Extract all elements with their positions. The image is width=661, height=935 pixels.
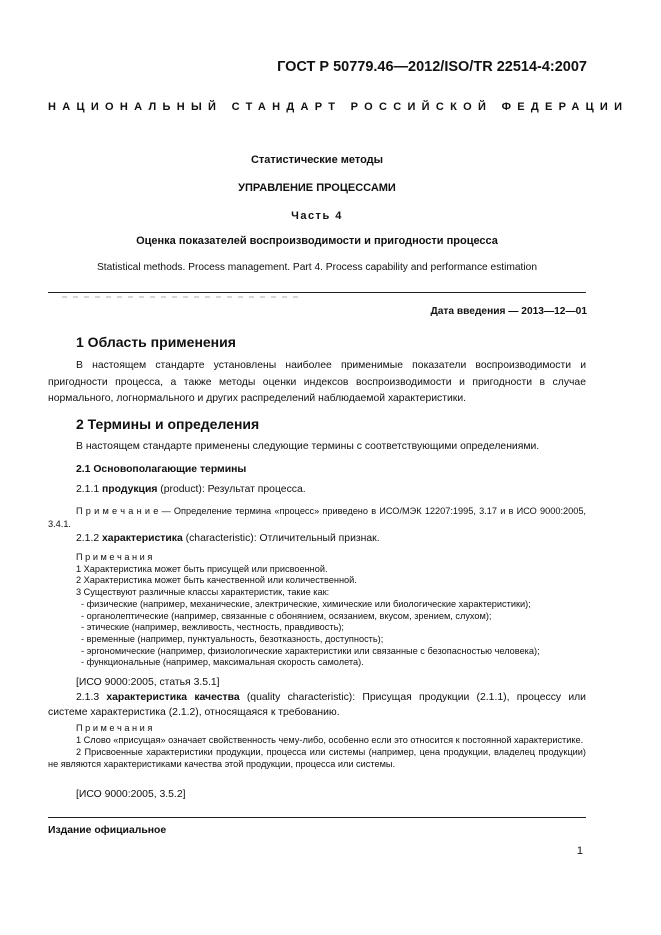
term-number: 2.1.3 — [76, 692, 100, 703]
term-2-1-2-reference: [ИСО 9000:2005, статья 3.5.1] — [76, 677, 220, 688]
term-2-1-3-reference: [ИСО 9000:2005, 3.5.2] — [76, 789, 186, 800]
term-2-1-1 — [76, 484, 586, 495]
national-standard-banner: НАЦИОНАЛЬНЫЙ СТАНДАРТ РОССИЙСКОЙ ФЕДЕРАЦИИ — [48, 101, 629, 113]
term-2-1-2 — [76, 533, 586, 544]
class-item: - этические (например, вежливость, честность, правдивость); — [81, 622, 344, 633]
title-line-2: УПРАВЛЕНИЕ ПРОЦЕССАМИ — [238, 182, 396, 194]
class-item: - функциональные (например, максимальная скорость самолета). — [81, 657, 364, 668]
notes-label: П р и м е ч а н и я — [76, 723, 153, 733]
note-text: — Определение термина «процесс» приведено в ИСО/МЭК 12207:1995, 3.17 и в ИСО 9000:2005, 3.4.1. — [48, 506, 586, 529]
note-item: 1 Слово «присущая» означает свойственность чему-либо, особенно если это относится к постоянной характеристике. — [76, 735, 584, 745]
official-edition-label: Издание официальное — [48, 825, 167, 836]
title-line-1: Статистические методы — [250, 154, 384, 166]
term-2-1-3-notes — [48, 722, 586, 770]
introduction-date: Дата введения — 2013—12—01 — [430, 306, 587, 317]
notes-label: П р и м е ч а н и я — [76, 552, 153, 562]
term-2-1-1-note — [48, 505, 586, 531]
section-2-heading: 2 Термины и определения — [76, 416, 260, 432]
page-number: 1 — [576, 845, 583, 857]
term-name: характеристика качества — [106, 692, 240, 703]
note-item: 3 Существуют различные классы характеристик, такие как: — [76, 587, 330, 598]
class-item: - органолептические (например, связанные с обонянием, осязанием, вкусом, зрением, слухом); — [81, 610, 492, 621]
term-number: 2.1.2 — [76, 533, 100, 544]
term-2-1-2-notes — [76, 552, 591, 669]
document-code: ГОСТ Р 50779.46—2012/ISO/TR 22514-4:2007 — [277, 59, 587, 75]
note-label: П р и м е ч а н и е — [76, 506, 159, 516]
term-name: характеристика — [102, 533, 183, 544]
term-2-1-3 — [48, 690, 586, 720]
bottom-divider — [48, 817, 586, 818]
subsection-2-1-heading: 2.1 Основополагающие термины — [76, 464, 247, 475]
note-item: 1 Характеристика может быть присущей или присвоенной. — [76, 563, 328, 574]
term-name: продукция — [102, 484, 158, 495]
term-definition: (quality characteristic): Присущая продукции (2.1.1), процессу или системе характеристика (2.1.2), относящаяся к требованию. — [48, 692, 586, 718]
section-1-text: В настоящем стандарте установлены наиболее применимые показатели воспроизводимости и пригодности процесса, а также методы оценки индексов воспроизводимости и пригодности в случае нормального, логнормального и других распределений наблюдаемой характеристики. — [48, 360, 586, 404]
term-number: 2.1.1 — [76, 484, 100, 495]
note-item: 2 Характеристика может быть качественной или количественной. — [76, 575, 357, 586]
title-line-4: Оценка показателей воспроизводимости и пригодности процесса — [136, 235, 498, 247]
scan-artifact — [62, 296, 302, 298]
title-english: Statistical methods. Process management. Part 4. Process capability and performance estimation — [97, 262, 537, 273]
section-2-intro: В настоящем стандарте применены следующие термины с соответствующими определениями. — [76, 441, 540, 452]
class-item: - физические (например, механические, электрические, химические или биологические характеристики); — [81, 598, 531, 609]
title-part: Часть 4 — [291, 210, 343, 222]
class-item: - временные (например, пунктуальность, безотказность, доступность); — [81, 633, 384, 644]
term-definition: (product): Результат процесса. — [157, 484, 306, 495]
top-divider — [48, 292, 586, 293]
class-item: - эргономические (например, физиологические характеристики или связанные с безопасностью человека); — [81, 645, 540, 656]
section-1-heading: 1 Область применения — [76, 334, 236, 350]
note-item: 2 Присвоенные характеристики продукции, процесса или системы (например, цена продукции, владелец продукции) не являются характеристиками качества этой продукции, процесса или системы. — [48, 747, 586, 769]
term-definition: (characteristic): Отличительный признак. — [182, 533, 380, 544]
